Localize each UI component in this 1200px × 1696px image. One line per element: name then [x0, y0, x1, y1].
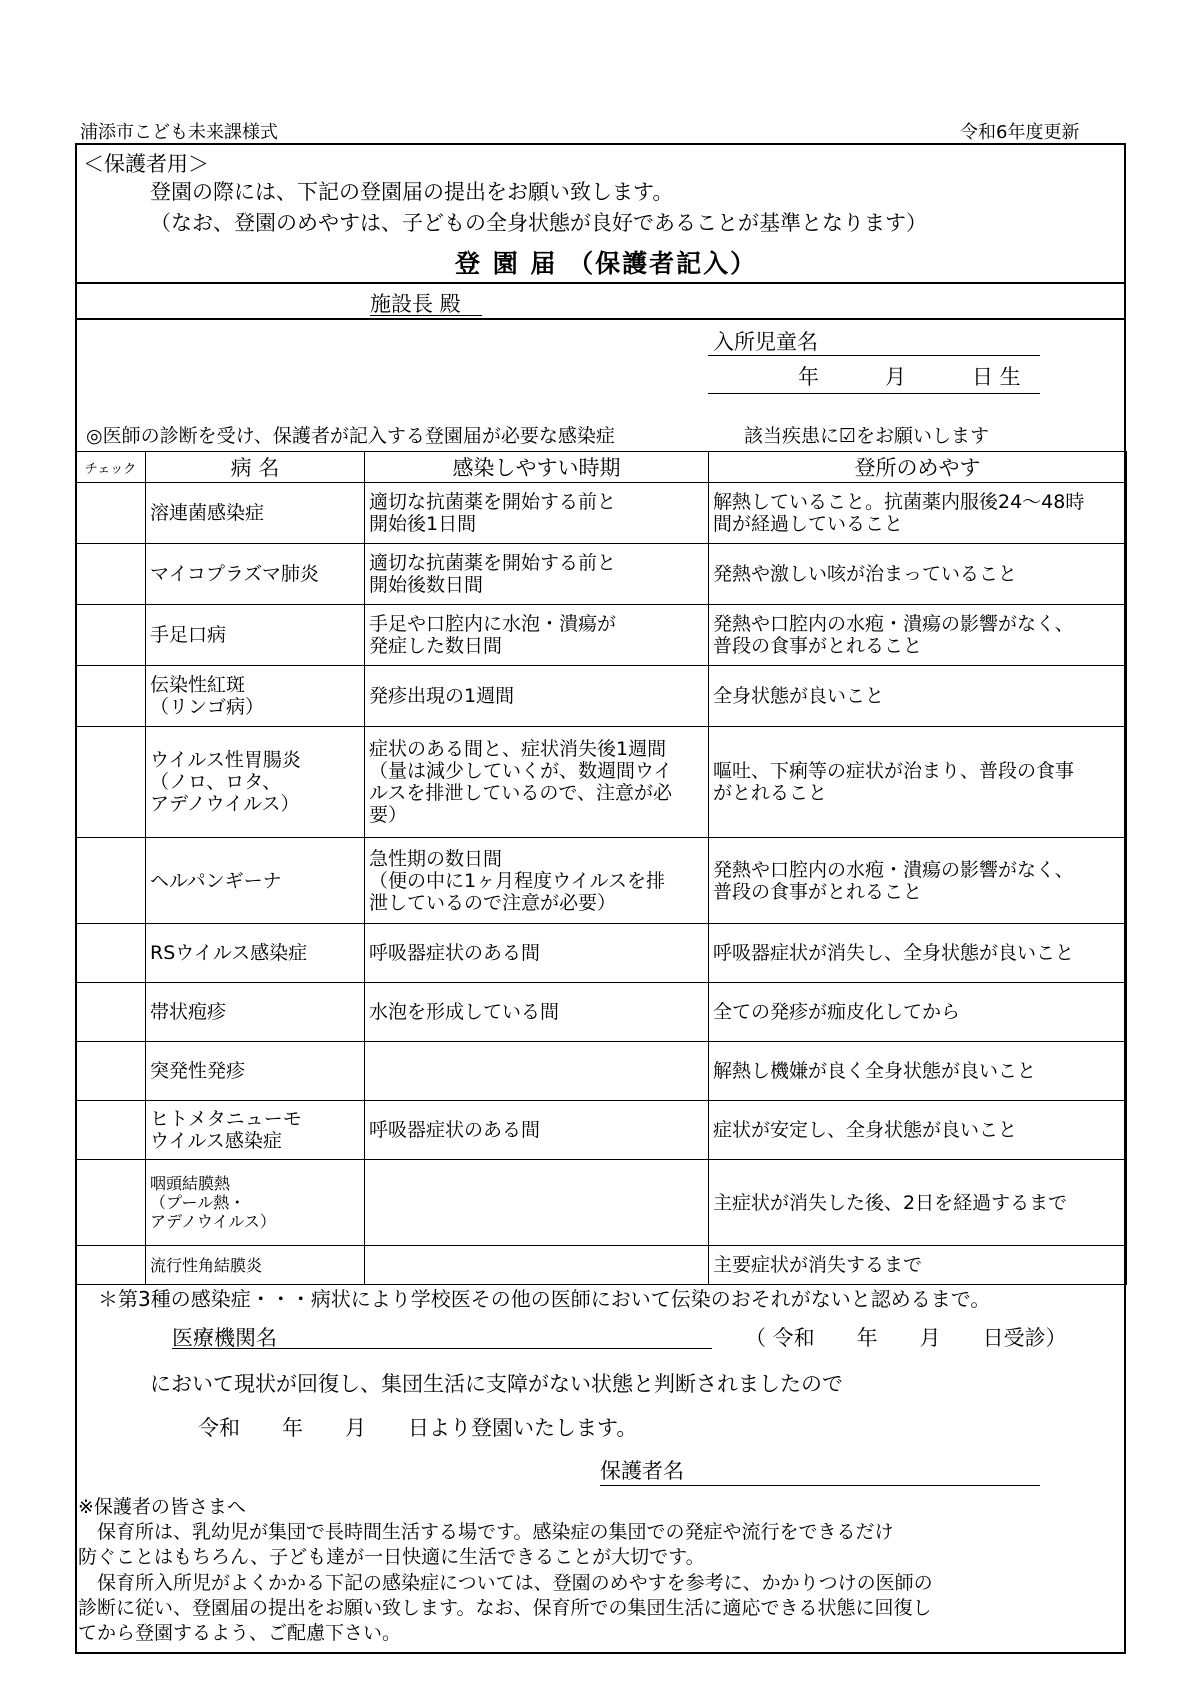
return-criteria: 発熱や口腔内の水疱・潰瘍の影響がなく、 普段の食事がとれること [709, 605, 1127, 666]
intro-text-2: （なお、登園のめやすは、子どもの全身状態が良好であることが基準となります） [150, 211, 927, 235]
table-row [76, 666, 1127, 727]
check-cell[interactable] [76, 1160, 146, 1246]
check-cell[interactable] [76, 983, 146, 1042]
addressee: 施設長 殿 [370, 292, 461, 316]
form-title: 登 園 届 （保護者記入） [455, 249, 758, 278]
check-cell[interactable] [76, 666, 146, 727]
table-row [76, 1246, 1127, 1285]
disease-name: 突発性発疹 [146, 1042, 365, 1101]
addressee-underline [370, 315, 482, 316]
notice-paragraph-2b: 診断に従い、登園届の提出をお願い致します。なお、保育所での集団生活に適応できる状態に回復し [78, 1597, 932, 1619]
infection-period: 呼吸器症状のある間 [365, 1101, 709, 1160]
infection-period: 急性期の数日間 （便の中に1ヶ月程度ウイルスを排 泄しているので注意が必要） [365, 838, 709, 924]
infection-period: 水泡を形成している間 [365, 983, 709, 1042]
return-criteria: 発熱や激しい咳が治まっていること [709, 544, 1127, 605]
addressee-divider [75, 318, 1126, 320]
check-cell[interactable] [76, 1042, 146, 1101]
intro-text-1: 登園の際には、下記の登園届の提出をお願い致します。 [150, 180, 674, 204]
notice-paragraph-1a: 保育所は、乳幼児が集団で長時間生活する場です。感染症の集団での発症や流行をできるだけ [78, 1521, 894, 1543]
infection-period: 適切な抗菌薬を開始する前と 開始後数日間 [365, 544, 709, 605]
birthdate-line[interactable] [708, 393, 1040, 394]
check-cell[interactable] [76, 483, 146, 544]
child-name-label: 入所児童名 [713, 330, 818, 354]
exam-date: （ 令和 年 月 日受診） [745, 1326, 1067, 1350]
birth-month-label: 月 [885, 365, 906, 389]
header-disease: 病 名 [146, 452, 365, 483]
guardian-tag: ＜保護者用＞ [83, 152, 209, 176]
return-criteria: 嘔吐、下痢等の症状が治まり、普段の食事 がとれること [709, 727, 1127, 838]
child-name-line[interactable] [708, 355, 1040, 356]
title-divider [75, 282, 1126, 284]
notice-paragraph-2a: 保育所入所児がよくかかる下記の感染症については、登園のめやすを参考に、かかりつけの医師の [78, 1572, 933, 1594]
birth-year-label: 年 [798, 365, 819, 389]
check-cell[interactable] [76, 727, 146, 838]
check-cell[interactable] [76, 1101, 146, 1160]
table-row [76, 924, 1127, 983]
return-criteria: 解熱し機嫌が良く全身状態が良いこと [709, 1042, 1127, 1101]
header-check: チェック [76, 452, 146, 483]
infection-period [365, 1042, 709, 1101]
disease-name: 流行性角結膜炎 [146, 1246, 365, 1285]
infection-period: 発疹出現の1週間 [365, 666, 709, 727]
notice-paragraph-1b: 防ぐことはもちろん、子ども達が一日快適に生活できることが大切です。 [78, 1546, 705, 1568]
disease-name: ウイルス性胃腸炎 （ノロ、ロタ、 アデノウイルス） [146, 727, 365, 838]
return-criteria: 解熱していること。抗菌薬内服後24～48時 間が経過していること [709, 483, 1127, 544]
return-criteria: 発熱や口腔内の水疱・潰瘍の影響がなく、 普段の食事がとれること [709, 838, 1127, 924]
section-note: ◎医師の診断を受け、保護者が記入する登園届が必要な感染症 [86, 425, 615, 447]
medical-institution-label: 医療機関名 [172, 1326, 277, 1350]
table-row [76, 1101, 1127, 1160]
check-instruction: 該当疾患に☑をお願いします [744, 425, 990, 447]
form-style-label: 浦添市こども未来課様式 [80, 122, 278, 143]
guardian-name-label: 保護者名 [600, 1459, 684, 1483]
notice-title: ※保護者の皆さまへ [78, 1496, 246, 1518]
infection-period: 手足や口腔内に水泡・潰瘍が 発症した数日間 [365, 605, 709, 666]
table-row [76, 983, 1127, 1042]
disease-name: ヒトメタニューモ ウイルス感染症 [146, 1101, 365, 1160]
disease-name: マイコプラズマ肺炎 [146, 544, 365, 605]
infection-period: 呼吸器症状のある間 [365, 924, 709, 983]
infection-period: 症状のある間と、症状消失後1週間 （量は減少していくが、数週間ウイ ルスを排泄しているので、注意が必 要） [365, 727, 709, 838]
return-criteria: 主症状が消失した後、2日を経過するまで [709, 1160, 1127, 1246]
check-cell[interactable] [76, 924, 146, 983]
disease-name: 咽頭結膜熱 （プール熱・ アデノウイルス） [146, 1160, 365, 1246]
check-cell[interactable] [76, 838, 146, 924]
return-criteria: 全身状態が良いこと [709, 666, 1127, 727]
infection-period [365, 1246, 709, 1285]
birth-day-label: 日 生 [972, 365, 1021, 389]
table-row [76, 727, 1127, 838]
disease-name: 伝染性紅斑 （リンゴ病） [146, 666, 365, 727]
return-criteria: 全ての発疹が痂皮化してから [709, 983, 1127, 1042]
table-row [76, 1042, 1127, 1101]
disease-name: ヘルパンギーナ [146, 838, 365, 924]
check-cell[interactable] [76, 544, 146, 605]
disease-name: 溶連菌感染症 [146, 483, 365, 544]
header-period: 感染しやすい時期 [365, 452, 709, 483]
return-criteria: 呼吸器症状が消失し、全身状態が良いこと [709, 924, 1127, 983]
medical-institution-line[interactable] [172, 1348, 712, 1349]
table-row [76, 544, 1127, 605]
infection-period [365, 1160, 709, 1246]
disease-name: 手足口病 [146, 605, 365, 666]
table-row [76, 483, 1127, 544]
check-cell[interactable] [76, 605, 146, 666]
infection-period: 適切な抗菌薬を開始する前と 開始後1日間 [365, 483, 709, 544]
attendance-date: 令和 年 月 日より登園いたします。 [198, 1416, 638, 1440]
return-criteria: 主要症状が消失するまで [709, 1246, 1127, 1285]
table-row [76, 605, 1127, 666]
guardian-name-line[interactable] [600, 1485, 1040, 1486]
return-criteria: 症状が安定し、全身状態が良いこと [709, 1101, 1127, 1160]
update-label: 令和6年度更新 [960, 122, 1080, 143]
notice-paragraph-2c: てから登園するよう、ご配慮下さい。 [78, 1622, 402, 1644]
disease-table [75, 451, 1127, 1285]
third-class-note: ＊第3種の感染症・・・病状により学校医その他の医師において伝染のおそれがないと認めるまで。 [98, 1287, 991, 1311]
recovery-statement: において現状が回復し、集団生活に支障がない状態と判断されましたので [150, 1372, 843, 1396]
table-row [76, 1160, 1127, 1246]
disease-name: 帯状疱疹 [146, 983, 365, 1042]
header-criteria: 登所のめやす [709, 452, 1127, 483]
table-header-row [76, 452, 1127, 483]
check-cell[interactable] [76, 1246, 146, 1285]
table-row [76, 838, 1127, 924]
disease-name: RSウイルス感染症 [146, 924, 365, 983]
